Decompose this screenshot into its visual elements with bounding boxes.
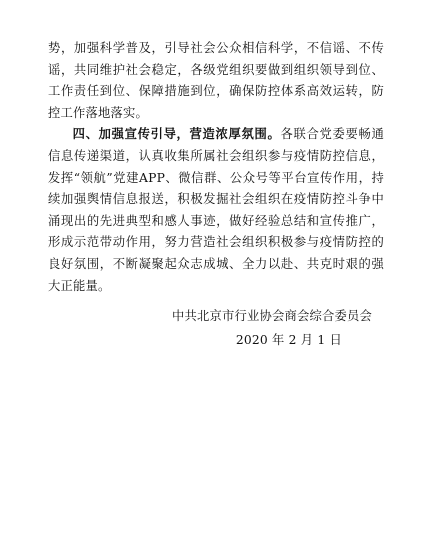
section-4-paragraph	[48, 124, 384, 297]
section-4-body: 各联合党委要畅通信息传递渠道，认真收集所属社会组织参与疫情防控信息，发挥“领航”党建APP、微信群、公众号等平台宣传作用，持续加强舆情信息报送，积极发掘社会组织在疫情防控斗争中涌现出的先进典型和感人事迹，做好经验总结和宣传推广，形成示范带动作用，努力营造社会组织积极参与疫情防控的良好氛围，不断凝聚起众志成城、全力以赴、共克时艰的强大正能量。	[48, 127, 384, 293]
signature-date: 2020 年 2 月 1 日	[235, 333, 342, 347]
signature-organization: 中共北京市行业协会商会综合委员会	[172, 309, 372, 323]
paragraph-1-text: 势，加强科学普及，引导社会公众相信科学，不信谣、不传谣，共同维护社会稳定，各级党组织要做到组织领导到位、工作责任到位、保障措施到位，确保防控体系高效运转，防控工作落地落实。	[48, 41, 384, 120]
paragraph-continuation	[48, 38, 384, 124]
document-body	[48, 38, 384, 297]
signature-block	[152, 304, 372, 352]
section-4-heading: 四、加强宣传引导，营造浓厚氛围。	[72, 127, 281, 142]
